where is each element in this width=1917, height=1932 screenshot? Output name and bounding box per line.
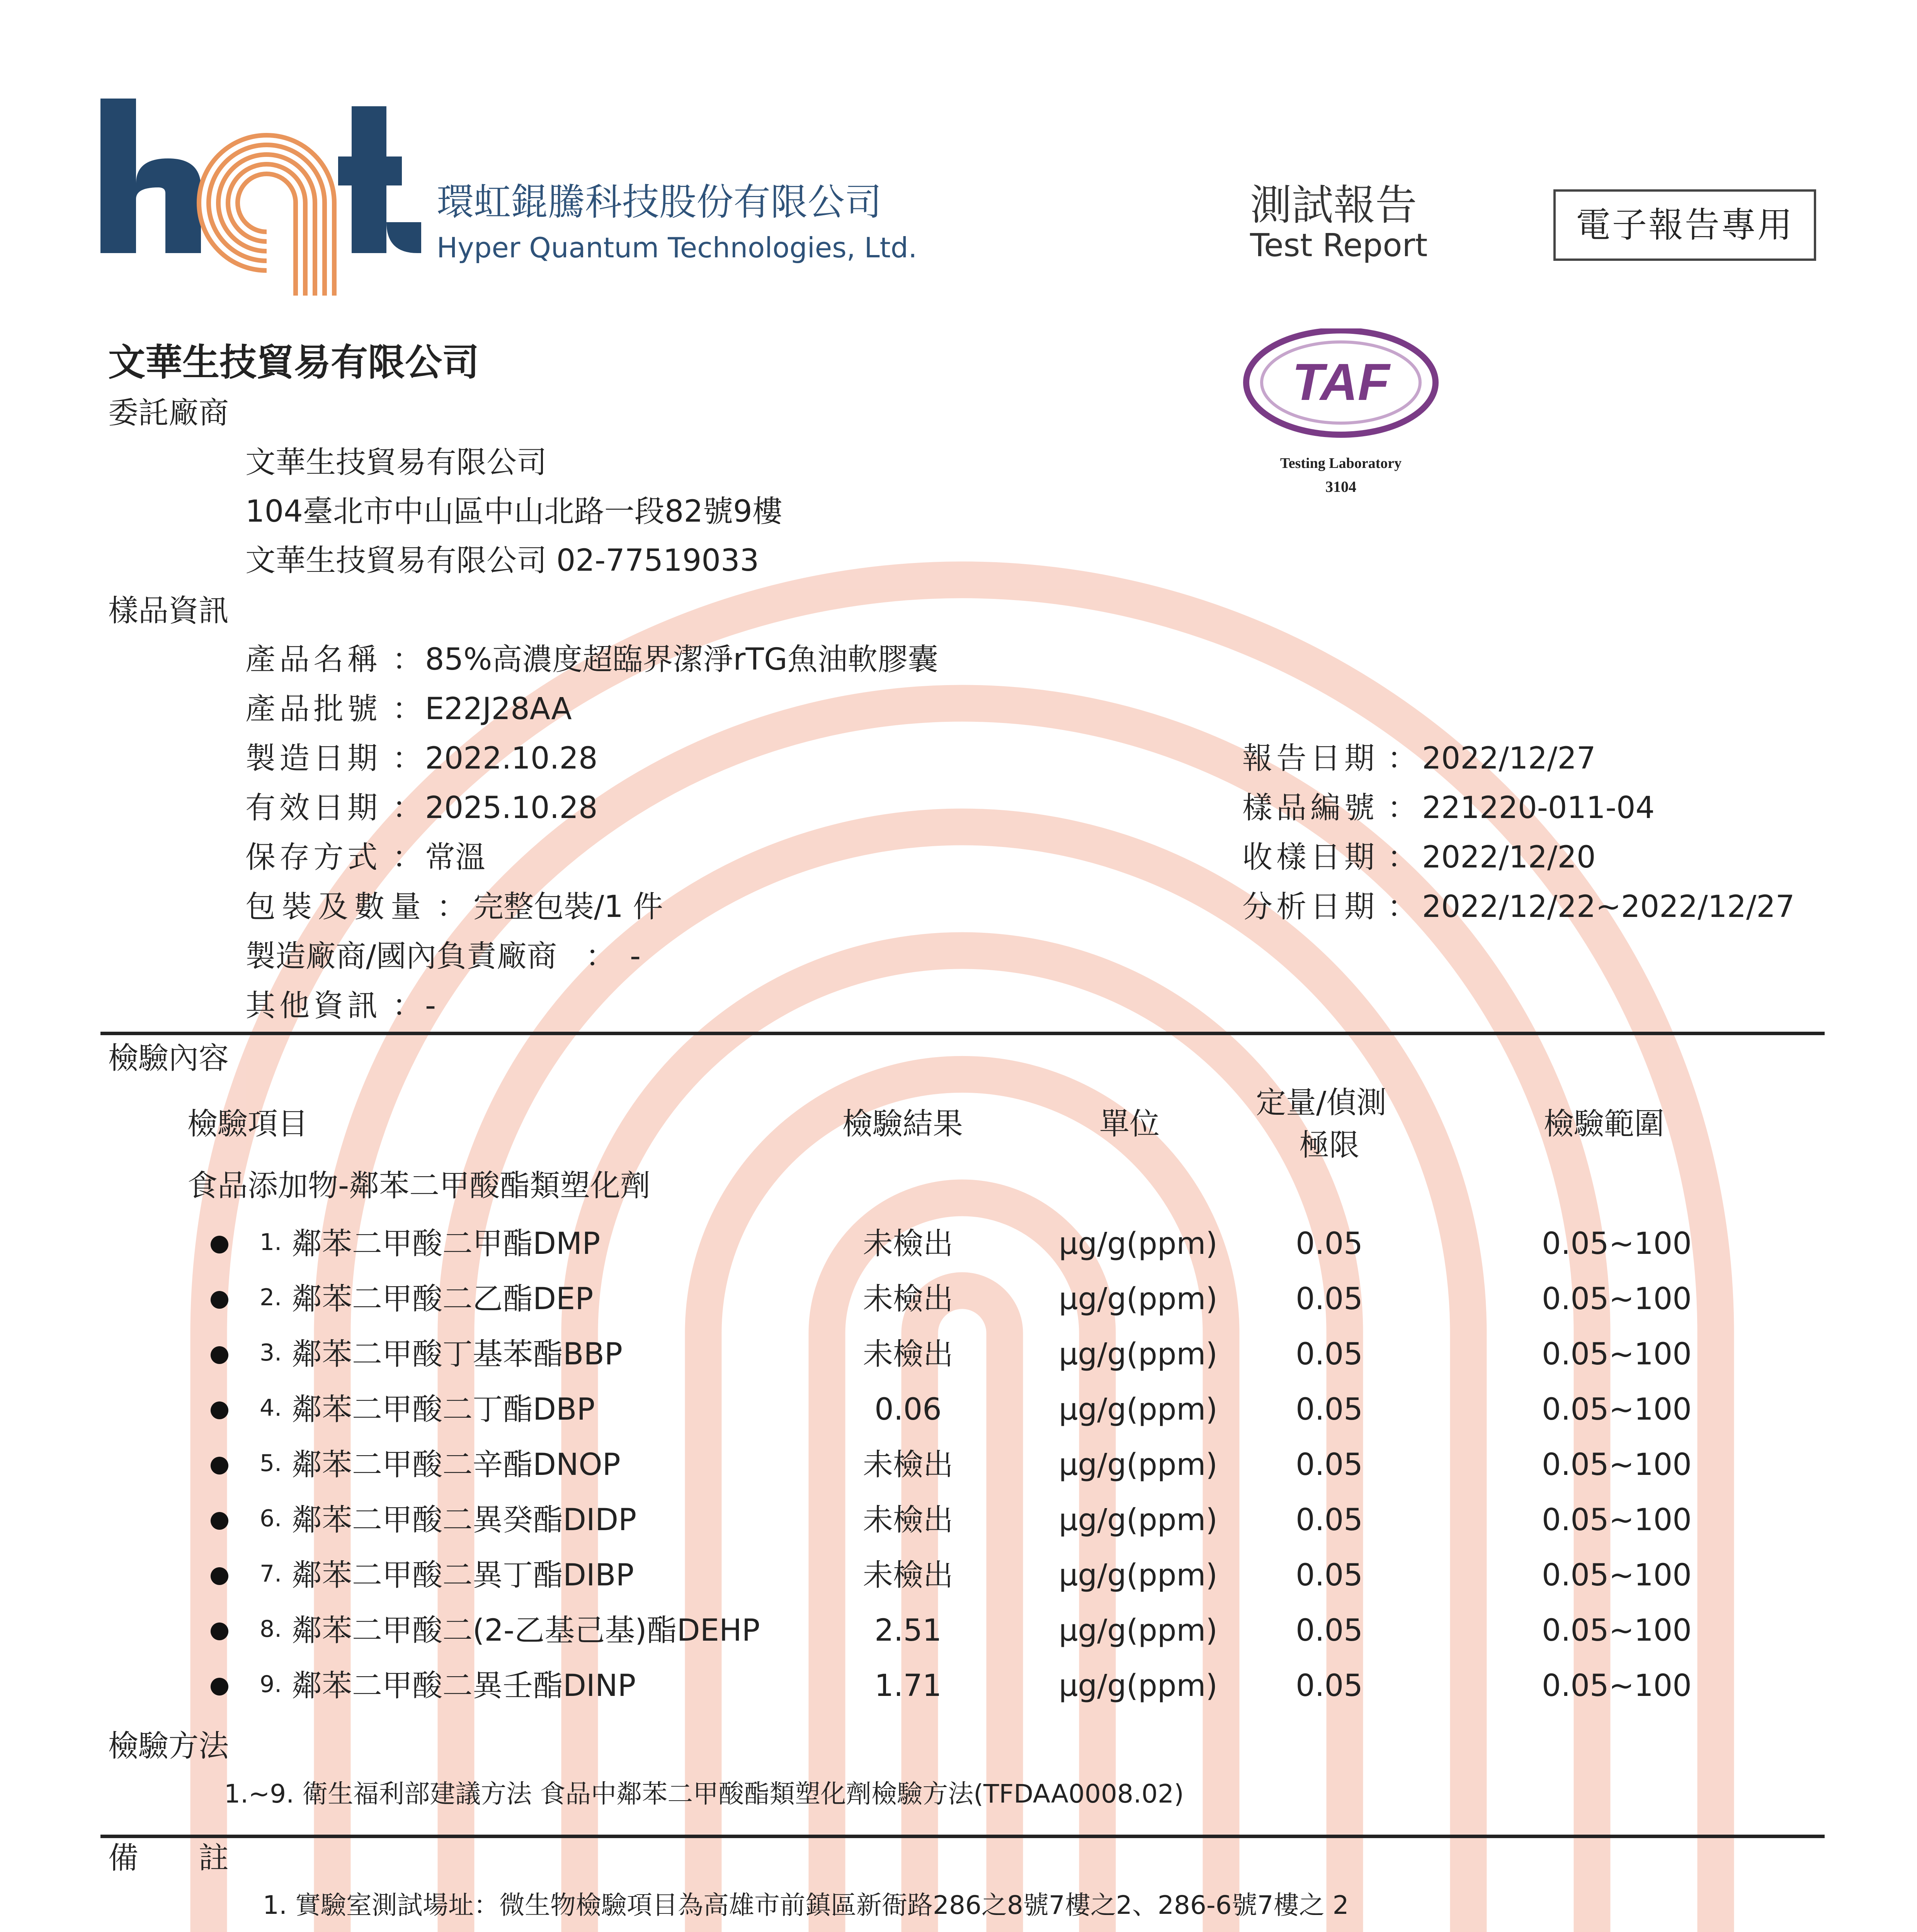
test-row-unit: μg/g(ppm) [1059, 1282, 1218, 1316]
sample-value-manufacturer: - [630, 939, 641, 974]
test-row-range: 0.05~100 [1542, 1337, 1692, 1372]
col-header-unit: 單位 [1099, 1107, 1160, 1141]
client-address: 104臺北市中山區中山北路一段82號9樓 [245, 494, 782, 529]
col-header-range: 檢驗範圍 [1544, 1107, 1665, 1141]
taf-testing-laboratory: Testing Laboratory [1280, 455, 1402, 471]
test-row-result: 0.06 [874, 1392, 942, 1427]
test-row-range: 0.05~100 [1542, 1226, 1692, 1261]
test-row-result: 未檢出 [862, 1337, 953, 1372]
test-row-limit: 0.05 [1296, 1668, 1363, 1703]
accredited-bullet [211, 1512, 228, 1530]
accredited-bullet [211, 1457, 228, 1475]
test-row-range: 0.05~100 [1542, 1392, 1692, 1427]
test-row-limit: 0.05 [1296, 1447, 1363, 1482]
test-row-unit: μg/g(ppm) [1059, 1503, 1218, 1537]
report-title-zh: 測試報告 [1250, 181, 1417, 230]
test-row-item: 鄰苯二甲酸二異丁酯DIBP [292, 1558, 634, 1593]
test-row-item: 鄰苯二甲酸二異壬酯DINP [292, 1668, 636, 1703]
report-date-value: 2022/12/27 [1422, 741, 1596, 776]
test-row-no: 6. [260, 1505, 282, 1532]
taf-accreditation-logo [1240, 328, 1441, 456]
right-colon: ： [1387, 741, 1418, 776]
sample-colon: ： [392, 741, 423, 776]
test-row-result: 1.71 [874, 1668, 942, 1703]
company-name-zh: 環虹錕騰科技股份有限公司 [437, 180, 882, 224]
test-row-result: 未檢出 [862, 1226, 953, 1261]
company-name-en: Hyper Quantum Technologies, Ltd. [437, 231, 917, 264]
received-date-value: 2022/12/20 [1422, 840, 1596, 875]
test-row-no: 7. [260, 1560, 282, 1587]
remarks-section-label: 備 註 [108, 1841, 229, 1876]
test-row-limit: 0.05 [1296, 1392, 1363, 1427]
sample-colon: ： [392, 988, 423, 1023]
sample-value-batch: E22J28AA [425, 692, 572, 726]
test-row-item: 鄰苯二甲酸二甲酯DMP [292, 1226, 600, 1261]
taf-lab-number: 3104 [1325, 478, 1356, 495]
test-row-limit: 0.05 [1296, 1558, 1363, 1593]
test-row-unit: μg/g(ppm) [1059, 1668, 1218, 1703]
electronic-report-stamp: 電子報告專用 [1553, 189, 1816, 261]
test-row-item: 鄰苯二甲酸二(2-乙基己基)酯DEHP [292, 1613, 760, 1648]
test-row-result: 2.51 [874, 1613, 942, 1648]
test-row-unit: μg/g(ppm) [1059, 1447, 1218, 1482]
sample-label-manufacturer: 製造廠商/國內負責廠商 [245, 939, 557, 974]
analysis-date-label: 分析日期 [1242, 889, 1379, 924]
test-row-range: 0.05~100 [1542, 1613, 1692, 1648]
col-header-limit-2: 極限 [1299, 1128, 1359, 1163]
accredited-bullet [211, 1236, 228, 1253]
sample-label-package: 包裝及數量 [245, 889, 427, 924]
sample-colon: ： [392, 642, 423, 677]
sample-value-exp-date: 2025.10.28 [425, 791, 598, 825]
test-row-no: 9. [260, 1671, 282, 1698]
test-row-no: 3. [260, 1339, 282, 1366]
client-title: 文華生技貿易有限公司 [108, 341, 479, 384]
test-row-range: 0.05~100 [1542, 1447, 1692, 1482]
remark-1: 1. 實驗室測試場址：微生物檢驗項目為高雄市前鎮區新衙路286之8號7樓之2、286-6號7樓之 2 [263, 1890, 1349, 1920]
accredited-bullet [211, 1622, 228, 1640]
method-text: 1.~9. 衛生福利部建議方法 食品中鄰苯二甲酸酯類塑化劑檢驗方法(TFDAA0008.02) [224, 1779, 1184, 1809]
sample-colon: ： [392, 840, 423, 875]
client-section-label: 委託廠商 [108, 396, 229, 430]
test-row-unit: μg/g(ppm) [1059, 1558, 1218, 1593]
analysis-date-value: 2022/12/22~2022/12/27 [1422, 889, 1795, 924]
report-title-en: Test Report [1250, 227, 1428, 264]
accredited-bullet [211, 1291, 228, 1309]
sample-value-name: 85%高濃度超臨界潔淨rTG魚油軟膠囊 [425, 642, 938, 677]
test-row-item: 鄰苯二甲酸二辛酯DNOP [292, 1447, 621, 1482]
test-row-limit: 0.05 [1296, 1226, 1363, 1261]
test-row-unit: μg/g(ppm) [1059, 1337, 1218, 1372]
sample-label-batch: 產品批號 [245, 692, 382, 726]
sample-label-exp-date: 有效日期 [245, 791, 382, 825]
test-row-item: 鄰苯二甲酸二丁酯DBP [292, 1392, 595, 1427]
test-row-range: 0.05~100 [1542, 1668, 1692, 1703]
client-name: 文華生技貿易有限公司 [245, 445, 547, 480]
tests-section-label: 檢驗內容 [108, 1041, 229, 1076]
sample-colon: ： [437, 889, 467, 924]
test-row-limit: 0.05 [1296, 1337, 1363, 1372]
col-header-item: 檢驗項目 [187, 1107, 308, 1141]
right-colon: ： [1387, 791, 1418, 825]
accredited-bullet [211, 1678, 228, 1696]
sample-label-mfg-date: 製造日期 [245, 741, 382, 776]
sample-section-label: 樣品資訊 [108, 594, 229, 628]
sample-label-name: 產品名稱 [245, 642, 382, 677]
test-category: 食品添加物-鄰苯二甲酸酯類塑化劑 [187, 1168, 651, 1203]
sample-label-storage: 保存方式 [245, 840, 382, 875]
sample-value-package: 完整包裝/1 件 [473, 889, 663, 924]
report-date-label: 報告日期 [1242, 741, 1379, 776]
test-row-limit: 0.05 [1296, 1282, 1363, 1316]
test-row-unit: μg/g(ppm) [1059, 1613, 1218, 1648]
test-row-range: 0.05~100 [1542, 1558, 1692, 1593]
test-row-result: 未檢出 [862, 1447, 953, 1482]
company-logo [100, 99, 421, 299]
test-row-no: 2. [260, 1284, 282, 1311]
sample-value-storage: 常溫 [425, 840, 486, 875]
sample-colon: ： [585, 939, 616, 974]
divider-tests-top [100, 1032, 1825, 1035]
test-row-result: 未檢出 [862, 1282, 953, 1316]
test-row-no: 8. [260, 1616, 282, 1643]
test-row-range: 0.05~100 [1542, 1282, 1692, 1316]
sample-colon: ： [392, 692, 423, 726]
test-row-range: 0.05~100 [1542, 1503, 1692, 1537]
right-colon: ： [1387, 889, 1418, 924]
sample-number-label: 樣品編號 [1242, 791, 1379, 825]
divider-remarks-top [100, 1835, 1825, 1838]
col-header-limit: 定量/偵測 [1256, 1085, 1387, 1120]
test-row-unit: μg/g(ppm) [1059, 1226, 1218, 1261]
test-row-item: 鄰苯二甲酸丁基苯酯BBP [292, 1337, 623, 1372]
test-row-limit: 0.05 [1296, 1613, 1363, 1648]
test-row-item: 鄰苯二甲酸二乙酯DEP [292, 1282, 594, 1316]
test-row-result: 未檢出 [862, 1558, 953, 1593]
sample-value-other: - [425, 988, 436, 1023]
received-date-label: 收樣日期 [1242, 840, 1379, 875]
accredited-bullet [211, 1346, 228, 1364]
test-row-limit: 0.05 [1296, 1503, 1363, 1537]
test-row-no: 1. [260, 1229, 282, 1256]
accredited-bullet [211, 1401, 228, 1419]
test-row-no: 4. [260, 1395, 282, 1422]
test-row-unit: μg/g(ppm) [1059, 1392, 1218, 1427]
sample-colon: ： [392, 791, 423, 825]
test-row-result: 未檢出 [862, 1503, 953, 1537]
taf-logo-text: TAF [1292, 353, 1390, 411]
client-contact: 文華生技貿易有限公司 02-77519033 [245, 543, 759, 578]
sample-label-other: 其他資訊 [245, 988, 382, 1023]
test-row-item: 鄰苯二甲酸二異癸酯DIDP [292, 1503, 637, 1537]
right-colon: ： [1387, 840, 1418, 875]
accredited-bullet [211, 1567, 228, 1585]
sample-number-value: 221220-011-04 [1422, 791, 1655, 825]
sample-value-mfg-date: 2022.10.28 [425, 741, 598, 776]
col-header-result: 檢驗結果 [842, 1107, 963, 1141]
test-row-no: 5. [260, 1450, 282, 1477]
method-section-label: 檢驗方法 [108, 1729, 229, 1764]
